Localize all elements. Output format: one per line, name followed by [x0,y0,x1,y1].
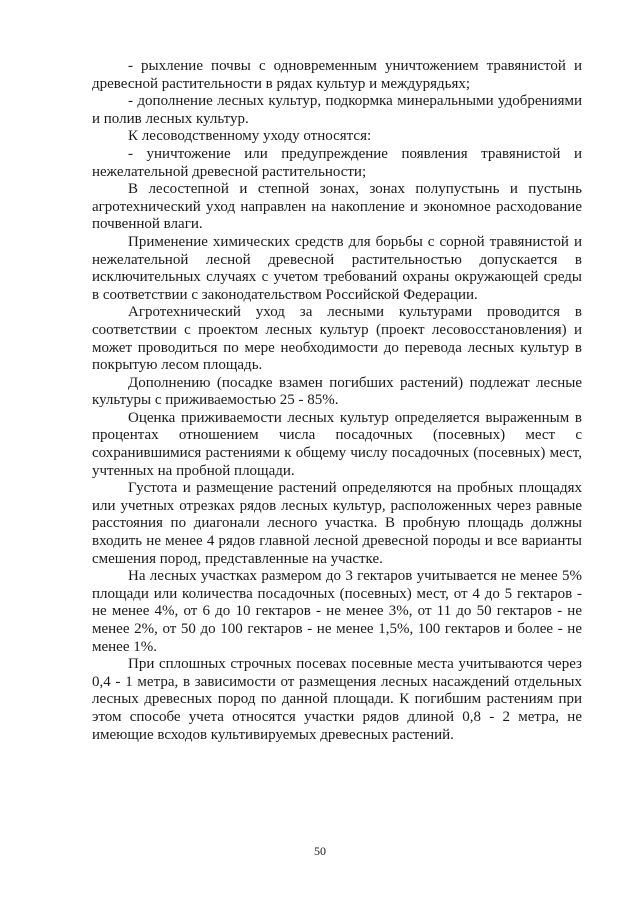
paragraph-7: Агротехнический уход за лесными культурами проводится в соответствии с проектом лесных культур (проект лесовосстановления) и может проводиться по мере необходимости до перевода лесных культур в покрытую лесом площадь. [92,304,582,374]
paragraph-3: К лесоводственному уходу относятся: [128,128,372,145]
page-number: 50 [314,844,326,858]
paragraph-8: Дополнению (посадке взамен погибших растений) подлежат лесные культуры с приживаемостью 25 - 85%. [92,374,582,409]
paragraph-4: - уничтожение или предупреждение появления травянистой и нежелательной древесной растительности; [92,145,582,180]
paragraph-1: - рыхление почвы с одновременным уничтожением травянистой и древесной растительности в рядах культур и междурядьях; [92,58,582,92]
paragraph-10: Густота и размещение растений определяются на пробных площадях или учетных отрезках рядов лесных культур, расположенных через равные расстояния по диагонали лесного участка. В пробную площадь должны входить не менее 4 рядов главной лесной древесной породы и все варианты смешения пород, представленные на участке. [92,480,582,567]
paragraph-2: - дополнение лесных культур, подкормка минеральными удобрениями и полив лесных культур. [92,93,582,127]
document-page [92,58,582,744]
paragraph-12: При сплошных строчных посевах посевные места учитываются через 0,4 - 1 метра, в зависимости от размещения лесных насаждений отдельных лесных древесных пород по данной площади. К погибшим растениям при этом способе учета относятся участки рядов длиной 0,8 - 2 метра, не имеющие всходов культивируемых древесных растений. [92,656,582,743]
paragraph-6: Применение химических средств для борьбы с сорной травянистой и нежелательной лесной древесной растительностью допускается в исключительных случаях с учетом требований охраны окружающей среды в соответствии с законодательством Российской Федерации. [92,233,582,303]
paragraph-11: На лесных участках размером до 3 гектаров учитывается не менее 5% площади или количества посадочных (посевных) мест, от 4 до 5 гектаров - не менее 4%, от 6 до 10 гектаров - не менее 3%, от 11 до 50 гектаров - не менее 2%, от 50 до 100 гектаров - не менее 1,5%, 100 гектаров и более - не менее 1%. [92,568,582,655]
paragraph-5: В лесостепной и степной зонах, зонах полупустынь и пустынь агротехнический уход направлен на накопление и экономное расходование почвенной влаги. [92,181,582,233]
paragraph-9: Оценка приживаемости лесных культур определяется выраженным в процентах отношением числа посадочных (посевных) мест с сохранившимися растениями к общему числу посадочных (посевных) мест, учтенных на пробной площади. [92,409,582,479]
